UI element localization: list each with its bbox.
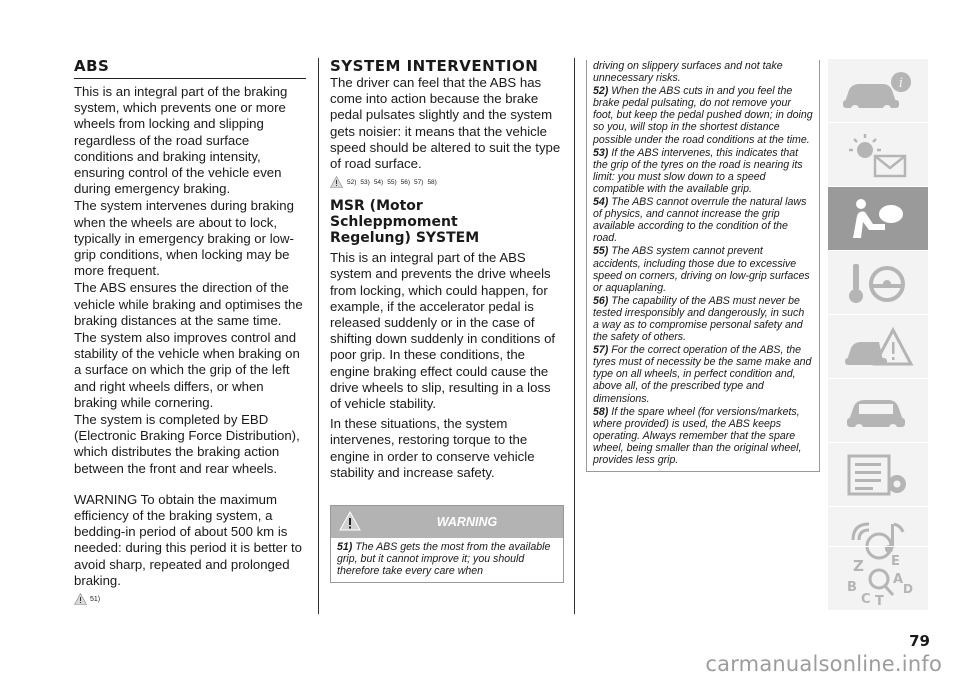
warning-item-text: For the correct operation of the ABS, the tyres must of necessity be the same make and type on all wheels, in perfect condition and, above all, of the prescribed type and dimensions. (593, 344, 812, 405)
index-letter-c: C (861, 592, 871, 607)
warning-refs-row (330, 176, 562, 188)
tab-safety[interactable] (828, 186, 928, 251)
abs-paragraph-5: The system is completed by EBD (Electronic Braking Force Distribution), which distributes the braking action between the front and rear wheels. (74, 412, 300, 476)
abs-paragraph-3: The ABS ensures the direction of the vehicle while braking and optimises the braking distances at the same time. (74, 280, 303, 328)
warning-item-text: The capability of the ABS must never be tested irresponsibly and dangerously, in such a way as to compromise personal safety and the safety of others. (593, 294, 805, 344)
abs-paragraph-4: The system also improves control and stability of the vehicle when braking on a surface on which the grip of the left and right wheels differs, or when braking while cornering. (74, 330, 300, 410)
airbag-safety-icon (839, 194, 917, 244)
abs-paragraph-2: The system intervenes during braking when the wheels are about to lock, typically in emergency braking or low-grip conditions, when locking may be more frequent. (74, 198, 294, 279)
warning-box-title: WARNING (436, 515, 498, 530)
intervention-heading: SYSTEM INTERVENTION (330, 57, 539, 75)
index-icon (839, 551, 917, 607)
warning-item (593, 147, 813, 195)
msr-heading-line-1: MSR (Motor (330, 198, 423, 215)
warning-item-text: If the ABS intervenes, this indicates that the grip of the tyres on the road is nearing its limit: you must slow down to a speed compatible with the available grip. (593, 146, 803, 195)
ref-58[interactable]: 58) (427, 178, 437, 186)
column-warnings-continued (586, 60, 818, 472)
warning-item-number: 58) (593, 405, 609, 418)
key-steering-icon (839, 258, 917, 308)
tab-emergency[interactable] (828, 314, 928, 379)
warning-item-number: 55) (593, 245, 609, 258)
msr-heading (330, 198, 562, 246)
warning-item-text: The ABS gets the most from the available grip, but it cannot improve it; you should therefore take every care when (337, 541, 551, 578)
warning-box-body (331, 538, 563, 582)
warning-item-text: The ABS cannot overrule the natural laws of physics, and cannot increase the grip available according to the condition of the road. (593, 196, 807, 245)
warning-item (593, 196, 813, 244)
warning-item-51 (337, 541, 557, 577)
msr-paragraph-1: This is an integral part of the ABS system and prevents the drive wheels from locking, which could happen, for example, if the accelerator pedal is released suddenly or in the case of shifting down suddenly in conditions of poor grip. In these conditions, the engine braking effect could cause the drive wheels to slip, resulting in a loss of vehicle stability. (330, 250, 556, 412)
tab-maintenance[interactable] (828, 378, 928, 443)
ref-55[interactable]: 55) (387, 178, 397, 186)
index-letter-t: T (875, 594, 884, 607)
warning-item (593, 406, 813, 466)
heading-rule (74, 78, 306, 79)
index-letter-d: D (903, 582, 913, 596)
svg-text:i: i (898, 76, 904, 91)
warning-lights-icon (839, 130, 917, 180)
car-emergency-icon (839, 322, 917, 372)
technical-data-icon (839, 450, 917, 500)
ref-54[interactable]: 54) (373, 178, 384, 186)
warning-item-number: 54) (593, 196, 609, 209)
tab-index[interactable] (828, 546, 928, 611)
warning-item-number: 52) (593, 85, 609, 98)
warning-item (593, 344, 813, 404)
warning-triangle-icon (74, 593, 87, 605)
warning-item-number: 51) (337, 541, 353, 554)
abs-heading: ABS (74, 57, 110, 75)
warning-box (330, 505, 564, 583)
warning-ref-number[interactable]: 51) (90, 595, 101, 603)
warning-item-number: 56) (593, 294, 609, 307)
ref-53[interactable]: 53) (360, 178, 370, 186)
warning-item-number: 53) (593, 146, 609, 159)
tab-technical-data[interactable] (828, 442, 928, 507)
msr-heading-line-2: Schleppmoment (330, 214, 458, 231)
watermark: carmanualsonline.info (705, 652, 942, 676)
ref-56[interactable]: 56) (400, 178, 411, 186)
msr-heading-line-3: Regelung) SYSTEM (330, 230, 480, 247)
abs-paragraph-1: This is an integral part of the braking system, which prevents one or more wheels from locking and slipping regardless of the road surface conditions and braking intensity, ensuring control of the vehicle even during emergency braking. (74, 84, 288, 197)
column-intervention (330, 58, 562, 583)
warning-item-text: The ABS system cannot prevent accidents, including those due to excessive speed on corners, driving on low-grip surfaces or aquaplaning. (593, 245, 810, 294)
warning-item (593, 245, 813, 293)
ref-52[interactable]: 52) (347, 178, 357, 186)
warning-triangle-icon (330, 176, 343, 188)
warning-item-text: When the ABS cuts in and you feel the brake pedal pulsating, do not remove your foot, but keep the pedal pushed down; in doing so you, will stop in the shortest distance possible under the road conditions at the time. (593, 85, 813, 146)
warning-item (593, 85, 813, 145)
index-letter-e: E (891, 554, 900, 569)
car-maintenance-icon (839, 386, 917, 436)
abs-warning-text: WARNING To obtain the maximum efficiency of the braking system, a bedding-in period of about 500 km is needed: during this period it is better to avoid sharp, repeated and prolonged braking. (74, 491, 302, 588)
warning-item-number: 57) (593, 344, 609, 357)
car-info-icon (839, 66, 917, 116)
column-divider-2 (574, 58, 575, 614)
index-letter-b: B (847, 580, 857, 595)
column-abs (74, 58, 306, 605)
index-letter-a: A (893, 572, 904, 587)
tab-starting-driving[interactable] (828, 250, 928, 315)
index-letter-z: Z (853, 557, 864, 575)
chapter-sidebar (828, 58, 928, 610)
tab-warning-lights[interactable] (828, 122, 928, 187)
warning-continued-lead: driving on slippery surfaces and not take unnecessary risks. (593, 60, 783, 85)
page-number: 79 (909, 632, 930, 650)
warning-box-continued (586, 60, 820, 472)
warning-item-text: If the spare wheel (for versions/markets, where provided) is used, the ABS keeps operating. Always remember that the spare wheel, being smaller than the original wheel, provides less grip. (593, 405, 802, 466)
warning-box-header (331, 506, 563, 538)
ref-57[interactable]: 57) (414, 178, 424, 186)
intervention-paragraph: The driver can feel that the ABS has come into action because the brake pedal pulsates slightly and the system gets noisier: it means that the vehicle speed should be altered to suit the type of road surface. (330, 75, 561, 172)
warning-item (593, 295, 813, 343)
tab-car-info[interactable] (828, 58, 928, 123)
warning-reference (74, 593, 306, 605)
column-divider-1 (318, 58, 319, 614)
msr-paragraph-2: In these situations, the system intervenes, restoring torque to the engine in order to conserve vehicle stability and increase safety. (330, 416, 535, 480)
warning-items-list (593, 85, 813, 466)
